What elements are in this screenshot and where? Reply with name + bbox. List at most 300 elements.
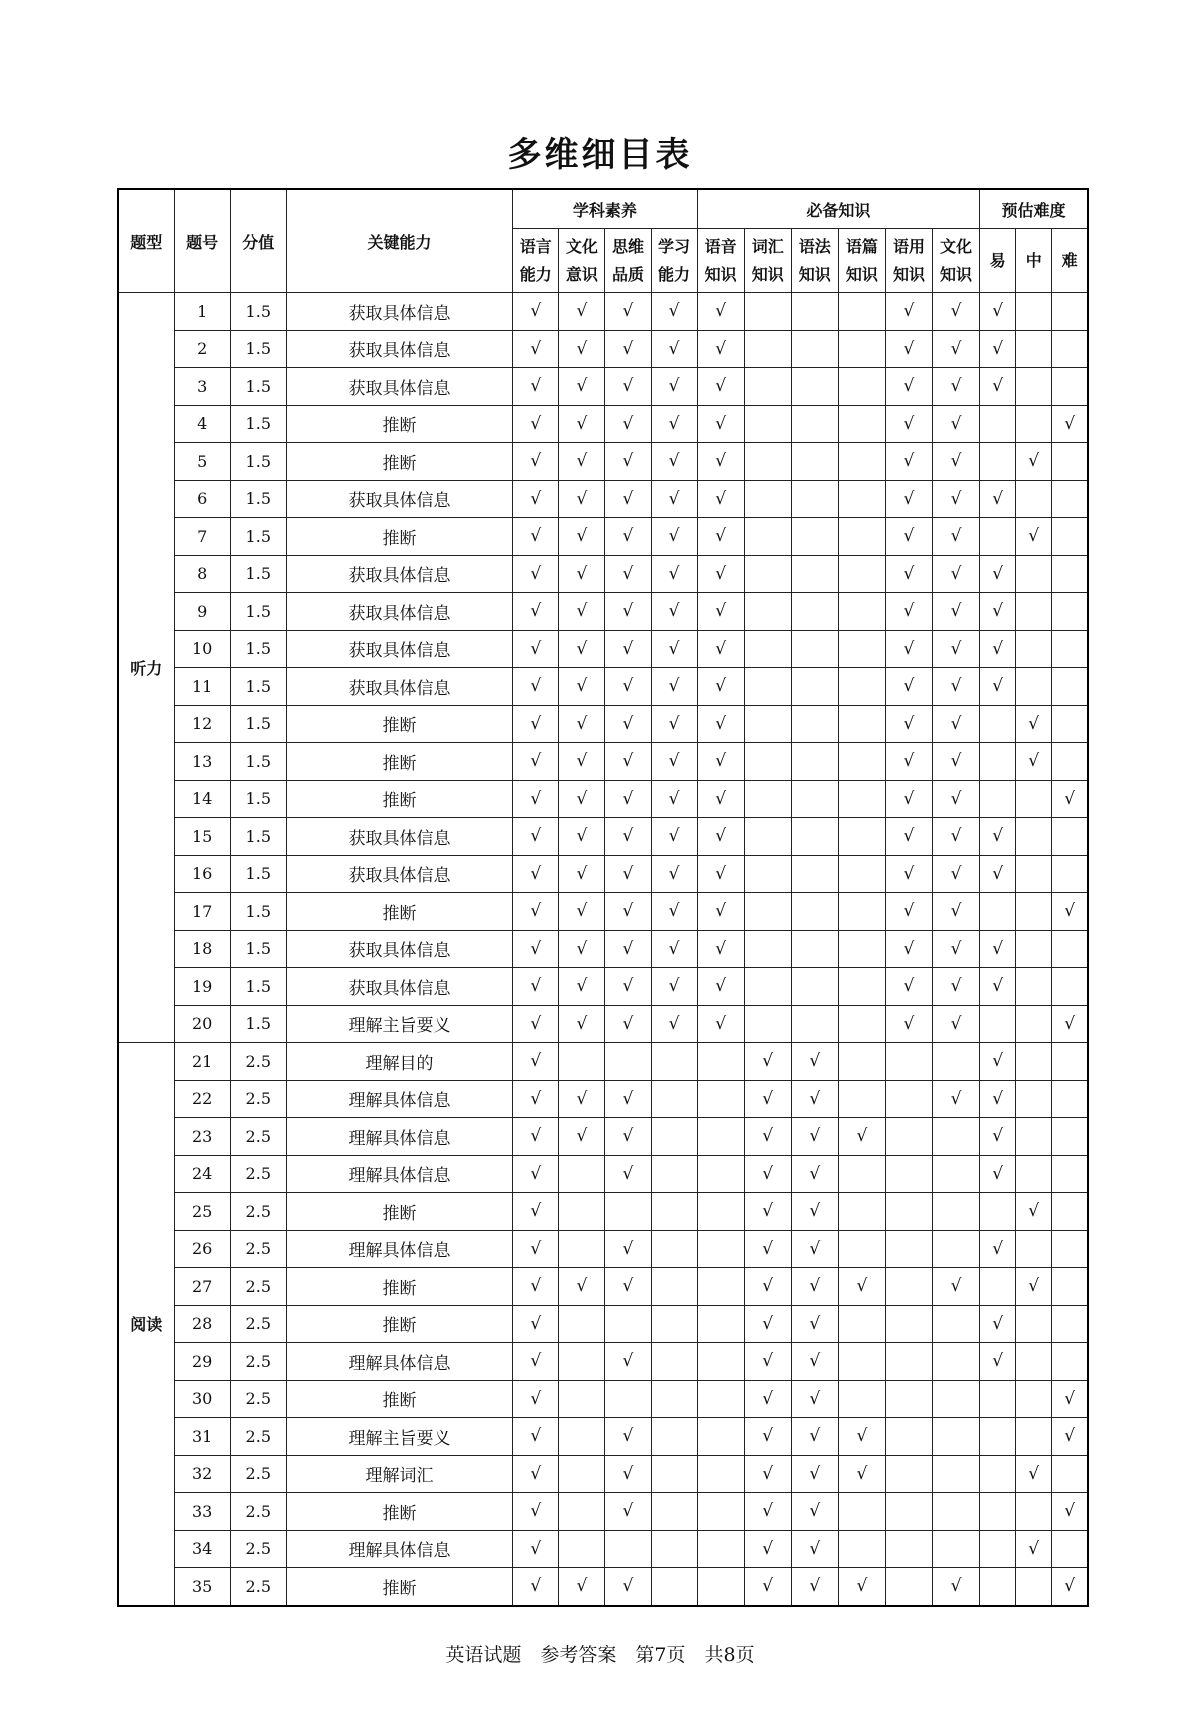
check-cell [1052,743,1088,781]
check-mark: √ [903,713,915,734]
check-cell [980,1043,1016,1081]
check-mark: √ [992,376,1004,397]
check-cell [697,555,744,593]
check-cell [651,743,697,781]
question-number: 10 [174,630,230,668]
check-cell [1052,293,1088,331]
check-cell [651,443,697,481]
check-cell [513,968,559,1006]
table-row [118,405,1088,443]
check-mark: √ [715,338,727,359]
check-mark: √ [668,788,680,809]
check-mark: √ [530,563,542,584]
check-cell [1052,443,1088,481]
check-mark: √ [530,1501,542,1522]
table-row [118,1230,1088,1268]
check-cell [605,518,651,556]
header-sub-2-2 [1052,229,1088,293]
check-mark: √ [576,1576,588,1597]
check-mark: √ [576,1013,588,1034]
check-mark: √ [903,301,915,322]
check-cell [885,1343,932,1381]
key-ability: 理解具体信息 [286,1530,512,1568]
check-cell [1016,780,1052,818]
check-cell [513,1155,559,1193]
check-mark: √ [576,413,588,434]
check-mark: √ [809,1501,821,1522]
table-row [118,480,1088,518]
check-cell [932,743,979,781]
check-cell [791,668,838,706]
check-cell [791,293,838,331]
key-ability: 推断 [286,405,512,443]
check-mark: √ [576,638,588,659]
check-cell [885,855,932,893]
check-cell [651,1230,697,1268]
check-mark: √ [903,788,915,809]
check-cell [559,555,605,593]
check-mark: √ [950,488,962,509]
check-cell [980,893,1016,931]
check-mark: √ [576,976,588,997]
specification-table [117,188,1089,1607]
check-cell [605,443,651,481]
check-cell [744,1118,791,1156]
check-cell [1016,1343,1052,1381]
check-cell [932,518,979,556]
question-score: 1.5 [230,480,286,518]
question-number: 2 [174,330,230,368]
check-mark: √ [809,1426,821,1447]
check-cell [605,743,651,781]
key-ability: 理解主旨要义 [286,1005,512,1043]
check-cell [605,1343,651,1381]
check-cell [1052,1568,1088,1606]
check-mark: √ [1064,1388,1076,1409]
check-cell [744,743,791,781]
check-mark: √ [576,863,588,884]
check-cell [885,668,932,706]
check-mark: √ [992,488,1004,509]
key-ability: 获取具体信息 [286,630,512,668]
check-cell [513,480,559,518]
check-cell [605,330,651,368]
check-cell [932,630,979,668]
check-mark: √ [576,1088,588,1109]
check-cell [932,705,979,743]
question-number: 34 [174,1530,230,1568]
header-sub-line: 语篇 [845,236,878,256]
table-row [118,443,1088,481]
check-cell [651,630,697,668]
key-ability: 推断 [286,1268,512,1306]
check-mark: √ [903,676,915,697]
check-cell [651,1455,697,1493]
check-cell [744,405,791,443]
question-score: 2.5 [230,1568,286,1606]
check-cell [1052,1530,1088,1568]
check-mark: √ [992,1126,1004,1147]
check-cell [838,293,885,331]
check-cell [885,480,932,518]
check-cell [744,818,791,856]
check-mark: √ [576,938,588,959]
check-cell [838,743,885,781]
check-cell [559,1118,605,1156]
check-cell [651,1418,697,1456]
check-mark: √ [950,601,962,622]
check-mark: √ [1064,1426,1076,1447]
check-cell [932,405,979,443]
check-cell [744,705,791,743]
check-mark: √ [622,713,634,734]
check-mark: √ [530,1163,542,1184]
check-cell [791,1005,838,1043]
table-row [118,1005,1088,1043]
check-cell [559,705,605,743]
key-ability: 理解具体信息 [286,1118,512,1156]
question-number: 15 [174,818,230,856]
check-cell [838,1305,885,1343]
table-row [118,780,1088,818]
check-cell [980,630,1016,668]
check-cell [838,705,885,743]
question-number: 9 [174,593,230,631]
check-cell [791,743,838,781]
check-cell [559,930,605,968]
check-cell [605,368,651,406]
check-mark: √ [622,376,634,397]
check-cell [651,330,697,368]
check-cell [651,855,697,893]
header-sub-line: 文化 [565,236,598,256]
check-cell [885,1155,932,1193]
check-cell [651,893,697,931]
check-cell [605,668,651,706]
check-cell [838,1380,885,1418]
check-mark: √ [530,1088,542,1109]
check-cell [744,1455,791,1493]
check-cell [980,1305,1016,1343]
check-cell [744,1155,791,1193]
question-score: 1.5 [230,930,286,968]
check-cell [651,1155,697,1193]
check-cell [513,705,559,743]
check-mark: √ [668,863,680,884]
check-mark: √ [992,863,1004,884]
check-cell [1016,930,1052,968]
check-cell [932,293,979,331]
check-mark: √ [950,301,962,322]
check-cell [980,780,1016,818]
header-sub-line: 语音 [704,236,737,256]
check-cell [651,1268,697,1306]
check-cell [885,443,932,481]
key-ability: 获取具体信息 [286,668,512,706]
check-cell [838,930,885,968]
check-cell [1016,1193,1052,1231]
check-mark: √ [1028,1538,1040,1559]
check-cell [744,930,791,968]
check-cell [791,368,838,406]
check-cell [744,855,791,893]
check-cell [513,593,559,631]
check-cell [932,818,979,856]
check-cell [513,330,559,368]
check-mark: √ [715,788,727,809]
key-ability: 获取具体信息 [286,293,512,331]
key-ability: 获取具体信息 [286,480,512,518]
check-cell [1016,1230,1052,1268]
check-cell [932,968,979,1006]
check-mark: √ [903,976,915,997]
check-mark: √ [622,1501,634,1522]
check-mark: √ [992,938,1004,959]
check-cell [559,1305,605,1343]
check-cell [838,518,885,556]
check-cell [1052,668,1088,706]
check-cell [885,780,932,818]
check-mark: √ [668,938,680,959]
check-mark: √ [622,826,634,847]
check-mark: √ [576,338,588,359]
check-cell [651,555,697,593]
question-score: 1.5 [230,518,286,556]
check-cell [1052,555,1088,593]
table-row [118,1493,1088,1531]
check-cell [980,855,1016,893]
check-cell [559,893,605,931]
check-mark: √ [715,376,727,397]
check-cell [605,1305,651,1343]
check-cell [697,1343,744,1381]
check-mark: √ [762,1126,774,1147]
header-ability: 关键能力 [286,189,512,293]
question-score: 2.5 [230,1043,286,1081]
check-mark: √ [715,676,727,697]
check-mark: √ [1028,1201,1040,1222]
check-mark: √ [530,526,542,547]
question-score: 1.5 [230,593,286,631]
header-sub-1-4 [885,229,932,293]
check-cell [1016,705,1052,743]
header-sub-line: 思维 [611,236,644,256]
header-sub-line: 知识 [940,264,973,284]
check-cell [980,1418,1016,1456]
check-cell [744,1080,791,1118]
check-cell [980,705,1016,743]
check-cell [651,293,697,331]
question-number: 33 [174,1493,230,1531]
check-mark: √ [809,1238,821,1259]
check-cell [1016,555,1052,593]
check-cell [838,1118,885,1156]
check-cell [885,1193,932,1231]
check-mark: √ [992,1351,1004,1372]
check-cell [697,368,744,406]
check-mark: √ [809,1126,821,1147]
table-row [118,330,1088,368]
header-group-knowledge: 必备知识 [697,189,980,229]
check-cell [1016,818,1052,856]
check-cell [513,630,559,668]
check-mark: √ [576,376,588,397]
check-cell [744,1493,791,1531]
check-mark: √ [715,413,727,434]
question-score: 1.5 [230,743,286,781]
check-mark: √ [530,338,542,359]
check-mark: √ [530,1126,542,1147]
check-cell [697,668,744,706]
question-score: 1.5 [230,818,286,856]
check-cell [1016,1268,1052,1306]
check-cell [559,518,605,556]
check-mark: √ [950,376,962,397]
check-cell [744,893,791,931]
check-mark: √ [622,1126,634,1147]
key-ability: 推断 [286,705,512,743]
table-row [118,743,1088,781]
check-cell [838,443,885,481]
key-ability: 推断 [286,518,512,556]
check-cell [885,743,932,781]
check-cell [838,368,885,406]
check-mark: √ [809,1163,821,1184]
check-mark: √ [950,863,962,884]
check-cell [697,405,744,443]
check-cell [513,668,559,706]
check-mark: √ [809,1201,821,1222]
check-mark: √ [715,638,727,659]
check-cell [1052,1305,1088,1343]
check-cell [838,855,885,893]
check-mark: √ [576,788,588,809]
check-cell [885,1530,932,1568]
check-cell [513,893,559,931]
check-cell [838,780,885,818]
check-cell [559,1530,605,1568]
check-mark: √ [992,1313,1004,1334]
check-cell [651,780,697,818]
check-cell [513,780,559,818]
check-mark: √ [950,1013,962,1034]
check-cell [932,593,979,631]
check-cell [697,518,744,556]
check-mark: √ [762,1501,774,1522]
check-cell [1016,480,1052,518]
check-cell [559,1380,605,1418]
check-cell [1052,1193,1088,1231]
check-cell [697,443,744,481]
check-mark: √ [530,376,542,397]
check-cell [513,368,559,406]
header-sub-line: 意识 [565,264,598,284]
check-cell [744,518,791,556]
question-number: 7 [174,518,230,556]
table-header [118,189,1088,293]
check-cell [1052,1230,1088,1268]
check-cell [697,1118,744,1156]
check-cell [559,1268,605,1306]
check-cell [791,1193,838,1231]
check-mark: √ [950,338,962,359]
check-cell [513,818,559,856]
header-sub-line: 语法 [798,236,831,256]
check-cell [1016,743,1052,781]
check-mark: √ [668,526,680,547]
table-row [118,1418,1088,1456]
check-cell [1016,330,1052,368]
check-cell [980,1530,1016,1568]
table-row [118,1268,1088,1306]
check-mark: √ [622,976,634,997]
check-mark: √ [950,638,962,659]
header-sub-line: 词汇 [751,236,784,256]
table-row [118,930,1088,968]
check-cell [1016,593,1052,631]
question-score: 1.5 [230,780,286,818]
check-cell [932,1155,979,1193]
table-row [118,1043,1088,1081]
check-cell [1052,518,1088,556]
check-cell [697,1305,744,1343]
check-cell [697,1418,744,1456]
check-mark: √ [992,1163,1004,1184]
check-cell [559,855,605,893]
header-sub-line: 能力 [658,264,691,284]
table-row [118,630,1088,668]
check-cell [559,780,605,818]
question-score: 2.5 [230,1380,286,1418]
check-mark: √ [1064,788,1076,809]
header-sub-0-1 [559,229,605,293]
check-cell [605,893,651,931]
check-cell [559,968,605,1006]
check-cell [697,1530,744,1568]
question-score: 1.5 [230,855,286,893]
check-mark: √ [903,1013,915,1034]
check-mark: √ [903,488,915,509]
key-ability: 获取具体信息 [286,818,512,856]
check-cell [885,1455,932,1493]
check-mark: √ [856,1426,868,1447]
check-cell [885,593,932,631]
check-cell [1016,1455,1052,1493]
check-mark: √ [903,751,915,772]
check-cell [513,743,559,781]
check-cell [697,1380,744,1418]
check-mark: √ [950,713,962,734]
check-cell [651,518,697,556]
check-cell [513,405,559,443]
check-cell [605,968,651,1006]
check-cell [885,1005,932,1043]
check-cell [651,1380,697,1418]
check-mark: √ [668,751,680,772]
check-mark: √ [668,676,680,697]
check-cell [838,330,885,368]
check-mark: √ [622,1238,634,1259]
check-cell [1052,855,1088,893]
check-cell [791,1530,838,1568]
section-label: 阅读 [118,1043,174,1606]
check-cell [980,518,1016,556]
check-cell [932,1530,979,1568]
check-cell [838,1418,885,1456]
check-mark: √ [903,601,915,622]
check-mark: √ [530,713,542,734]
check-cell [932,780,979,818]
